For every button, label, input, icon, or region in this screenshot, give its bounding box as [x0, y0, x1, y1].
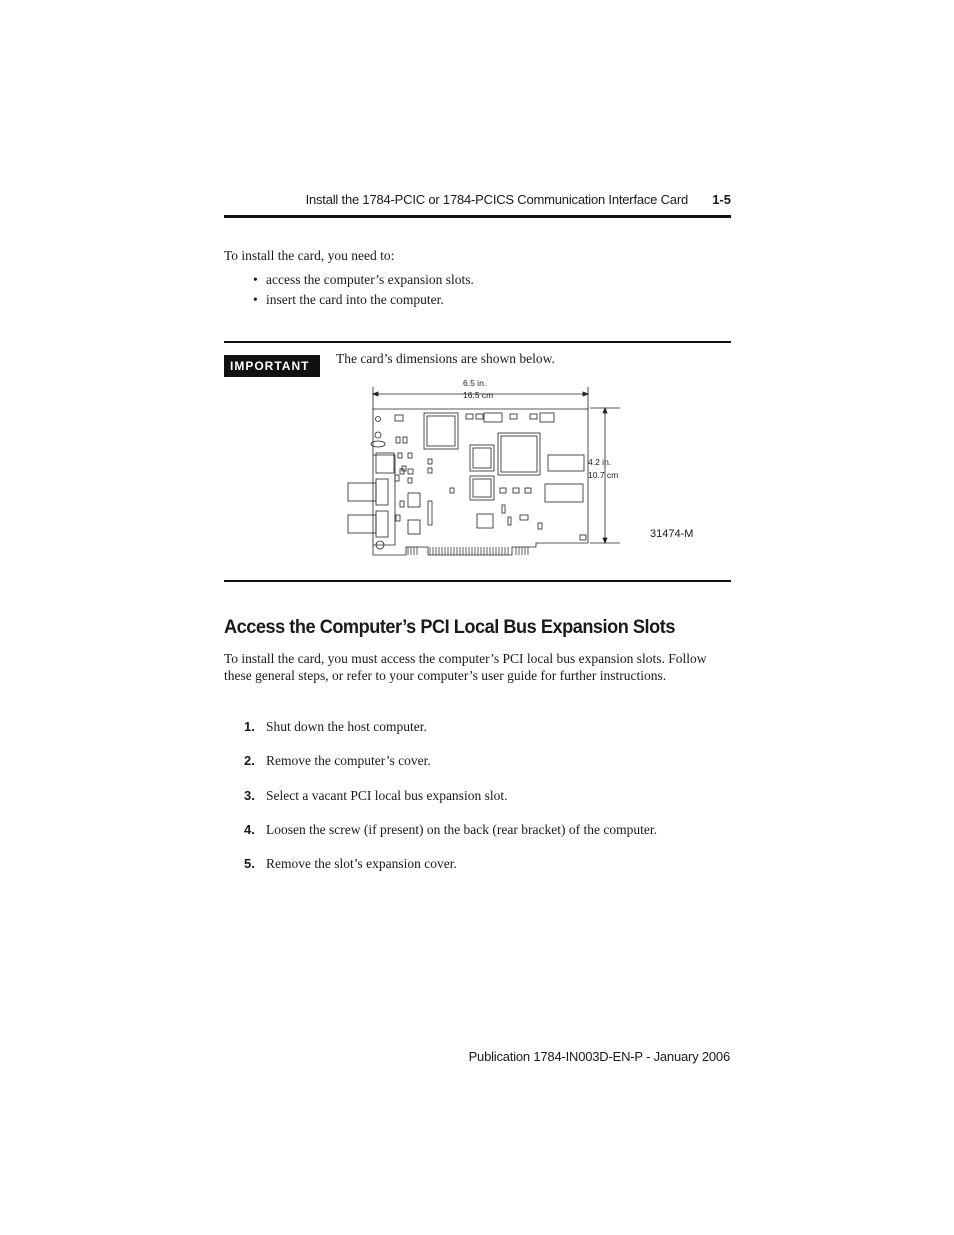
step-item [224, 822, 731, 856]
important-text: The card’s dimensions are shown below. [336, 351, 555, 366]
arrow-down-icon [603, 538, 607, 543]
bullet-item: • access the computer’s expansion slots. [224, 272, 731, 288]
step-text: Select a vacant PCI local bus expansion slot. [266, 787, 508, 803]
step-item [224, 856, 731, 890]
section-heading: Access the Computer’s PCI Local Bus Expansion Slots [224, 616, 675, 638]
board-outline [373, 409, 588, 555]
connector-bottom [348, 515, 376, 533]
step-text: Shut down the host computer. [266, 719, 427, 734]
header-title: Install the 1784-PCIC or 1784-PCICS Communication Interface Card [305, 192, 688, 207]
section-intro: To install the card, you must access the computer’s PCI local bus expansion slots. Follow these general steps, or refer to your computer’s user guide for further instructions. [224, 651, 707, 683]
intro-block [224, 248, 731, 312]
arrow-left-icon [373, 392, 378, 396]
step-number: 1. [244, 719, 255, 734]
chip-lower [470, 476, 494, 500]
step-item [224, 753, 731, 787]
important-label: IMPORTANT [224, 355, 320, 377]
intro-bullet-list [224, 272, 731, 308]
arrow-up-icon [603, 408, 607, 413]
card-dimensions-figure [340, 375, 700, 565]
arrow-right-icon [583, 392, 588, 396]
step-number: 2. [244, 753, 255, 769]
important-bottom-rule [224, 580, 731, 582]
width-inches-label: 6.5 in. [463, 378, 487, 388]
header-rule [224, 215, 731, 218]
card-drawing [340, 375, 700, 565]
figure-id: 31474-M [650, 528, 694, 540]
step-text: Remove the slot’s expansion cover. [266, 856, 457, 872]
step-item [224, 719, 731, 753]
chip-large-center [498, 433, 540, 475]
header-pins-left [484, 413, 502, 422]
edge-connector [408, 547, 528, 555]
chip-mid [470, 445, 494, 471]
steps-list [224, 719, 731, 890]
step-number: 5. [244, 856, 255, 872]
step-text: Remove the computer’s cover. [266, 753, 431, 769]
header-pins-right [540, 413, 554, 422]
page-number: 1-5 [712, 192, 731, 207]
running-header [224, 192, 731, 212]
publication-footer: Publication 1784-IN003D-EN-P - January 2006 [468, 1049, 730, 1064]
label-block-lower [545, 484, 583, 502]
height-inches-label: 4.2 in. [588, 457, 612, 467]
intro-lead: To install the card, you need to: [224, 248, 395, 263]
bullet-item: • insert the card into the computer. [224, 292, 731, 308]
step-text: Loosen the screw (if present) on the back (rear bracket) of the computer. [266, 821, 657, 837]
step-number: 4. [244, 821, 255, 837]
chip-large-left [424, 413, 458, 449]
width-cm-label: 16.5 cm [463, 390, 494, 400]
height-cm-label: 10.7 cm [588, 470, 619, 480]
label-block-upper [548, 455, 584, 471]
connector-top [348, 483, 376, 501]
step-item [224, 788, 731, 822]
important-top-rule [224, 341, 731, 343]
step-number: 3. [244, 787, 255, 803]
